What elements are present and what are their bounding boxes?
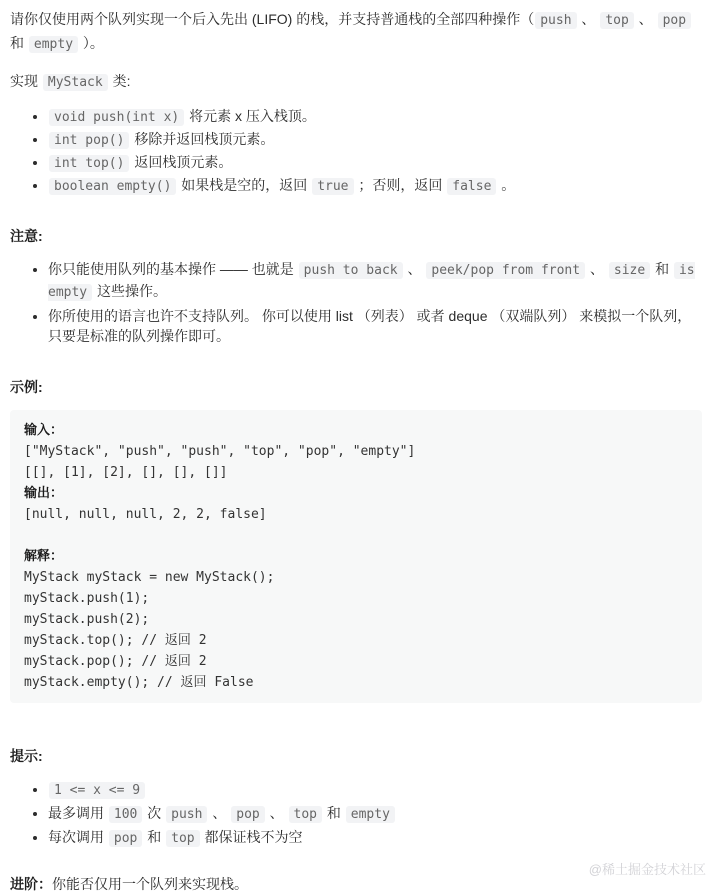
text-segment: ）。	[79, 35, 104, 51]
text-segment: 和	[10, 35, 28, 51]
code-line	[24, 525, 688, 546]
code-line	[24, 462, 688, 483]
hints-heading: 提示:	[10, 748, 43, 764]
text-segment: ["MyStack", "push", "push", "top", "pop", "empty"]	[24, 444, 416, 459]
text-segment: [[], [1], [2], [], [], []]	[24, 465, 228, 480]
text-segment: myStack.empty(); // 返回 False	[24, 675, 254, 690]
inline-code: empty	[29, 36, 78, 53]
inline-code: MyStack	[43, 74, 108, 91]
code-line	[24, 588, 688, 609]
text-segment: 类:	[108, 73, 131, 89]
text-segment: MyStack myStack = new MyStack();	[24, 570, 275, 585]
text-segment: 输入：	[24, 423, 64, 438]
hint-list	[10, 779, 702, 849]
inline-code: push to back	[299, 262, 403, 279]
text-segment: 。	[497, 177, 516, 193]
inline-code: true	[312, 178, 353, 195]
method-item	[48, 175, 702, 197]
code-line	[24, 567, 688, 588]
code-line	[24, 420, 688, 441]
inline-code: push	[166, 806, 207, 823]
inline-code: is empty	[48, 263, 695, 300]
inline-code: pop	[658, 12, 691, 29]
inline-code: false	[447, 178, 496, 195]
followup-label: 进阶：	[10, 876, 52, 892]
text-segment: 、	[577, 11, 600, 27]
text-segment: 次	[143, 805, 166, 821]
inline-code: void push(int x)	[49, 109, 184, 126]
inline-code: top	[289, 806, 322, 823]
method-item	[48, 129, 702, 151]
text-segment: 解释：	[24, 549, 64, 564]
inline-code: peek/pop from front	[426, 262, 585, 279]
text-segment: myStack.top(); // 返回 2	[24, 633, 207, 648]
text-segment: 返回栈顶元素。	[130, 154, 233, 170]
text-segment: 你只能使用队列的基本操作 —— 也就是	[48, 261, 298, 277]
note-item	[48, 306, 696, 346]
followup-text: 你能否仅用一个队列来实现栈。	[52, 876, 248, 892]
text-segment: 和	[323, 805, 345, 821]
watermark: @稀土掘金技术社区	[588, 862, 706, 877]
problem-intro	[10, 8, 702, 56]
text-segment: myStack.pop(); // 返回 2	[24, 654, 207, 669]
text-segment: 、	[586, 261, 608, 277]
text-segment: 、	[265, 805, 288, 821]
inline-code: size	[609, 262, 650, 279]
code-line	[24, 672, 688, 693]
example-heading: 示例:	[10, 379, 43, 395]
method-item	[48, 106, 702, 128]
text-segment: 移除并返回栈顶元素。	[130, 131, 275, 147]
text-segment: [null, null, null, 2, 2, false]	[24, 507, 267, 522]
hint-item	[48, 803, 702, 825]
text-segment: 实现	[10, 73, 42, 89]
inline-code: push	[535, 12, 576, 29]
text-segment: 最多调用	[48, 805, 108, 821]
method-item	[48, 152, 702, 174]
note-list	[10, 259, 702, 346]
text-segment: 和	[143, 829, 166, 845]
code-line	[24, 546, 688, 567]
hint-item	[48, 827, 702, 849]
code-line	[24, 441, 688, 462]
example-code-block	[10, 410, 702, 703]
method-list	[10, 106, 702, 197]
inline-code: int pop()	[49, 132, 129, 149]
text-segment: 输出：	[24, 486, 64, 501]
text-segment: 将元素 x 压入栈顶。	[185, 108, 316, 124]
implement-line	[10, 70, 702, 94]
inline-code: empty	[346, 806, 395, 823]
inline-code: int top()	[49, 155, 129, 172]
inline-code: pop	[231, 806, 264, 823]
text-segment: myStack.push(2);	[24, 612, 150, 627]
hint-item	[48, 779, 702, 801]
text-segment: 这些操作。	[93, 283, 168, 299]
code-line	[24, 504, 688, 525]
text-segment: 都保证栈不为空	[200, 829, 303, 845]
inline-code: 1 <= x <= 9	[49, 782, 145, 799]
inline-code: pop	[109, 830, 142, 847]
text-segment: 、	[208, 805, 231, 821]
note-heading: 注意:	[10, 228, 43, 244]
inline-code: 100	[109, 806, 142, 823]
inline-code: top	[166, 830, 199, 847]
text-segment: 、	[403, 261, 426, 277]
text-segment: 、	[634, 11, 657, 27]
code-line	[24, 651, 688, 672]
text-segment: 如果栈是空的，返回	[177, 177, 312, 193]
text-segment: ；否则，返回	[354, 177, 447, 193]
text-segment: 和	[651, 261, 673, 277]
text-segment: 请你仅使用两个队列实现一个后入先出 (LIFO) 的栈，并支持普通栈的全部四种操作（	[10, 11, 535, 27]
inline-code: boolean empty()	[49, 178, 176, 195]
code-line	[24, 630, 688, 651]
inline-code: top	[600, 12, 633, 29]
note-item	[48, 259, 696, 303]
code-line	[24, 483, 688, 504]
text-segment: myStack.push(1);	[24, 591, 150, 606]
text-segment: 你所使用的语言也许不支持队列。 你可以使用 list （列表） 或者 deque （双端队列） 来模拟一个队列，只要是标准的队列操作即可。	[48, 308, 692, 344]
text-segment: 每次调用	[48, 829, 108, 845]
code-line	[24, 609, 688, 630]
